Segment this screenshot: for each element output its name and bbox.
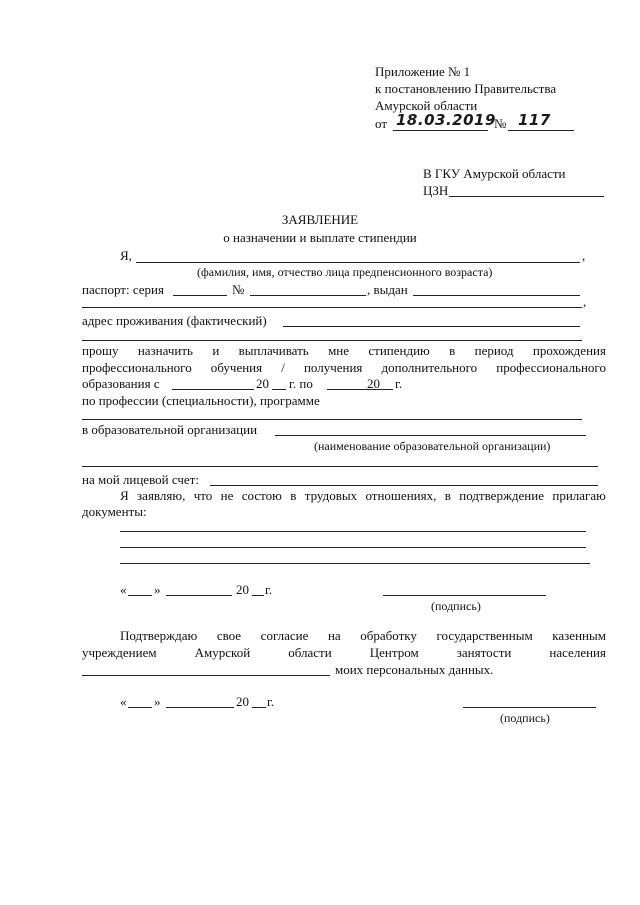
year-suffix: г. — [265, 582, 273, 597]
date-prefix: от — [375, 116, 388, 131]
word: занятости — [456, 645, 512, 660]
word: Амурской — [194, 645, 251, 660]
org-label: в образовательной организации — [82, 422, 258, 437]
address-label: адрес проживания (фактический) — [82, 313, 267, 328]
word: что — [193, 488, 213, 503]
word: населения — [549, 645, 606, 660]
word: заявляю, — [137, 488, 186, 503]
word: Я — [120, 488, 129, 503]
issued-by-field[interactable] — [413, 295, 580, 296]
word: и — [212, 343, 220, 358]
start-year-field[interactable] — [272, 389, 286, 390]
word: назначить — [137, 343, 193, 358]
address-field[interactable] — [283, 326, 580, 327]
word: обучения — [210, 360, 263, 375]
word: дополнительного — [381, 360, 478, 375]
word: прилагаю — [552, 488, 606, 503]
to-label: г. по — [289, 376, 313, 391]
year-prefix-2: 20 — [236, 694, 249, 709]
word: согласие — [260, 628, 309, 643]
end-year-prefix: 20 — [367, 376, 380, 391]
word: трудовых — [304, 488, 358, 503]
date-line — [393, 130, 488, 131]
document-subtitle: о назначении и выплате стипендии — [223, 230, 417, 245]
word: обработку — [360, 628, 417, 643]
date-close-quote-2: » — [154, 694, 161, 709]
word: в — [444, 488, 451, 503]
word: казенным — [552, 628, 606, 643]
signature-hint-2: (подпись) — [500, 711, 550, 725]
word: подтверждение — [459, 488, 544, 503]
signature-hint: (подпись) — [431, 599, 481, 613]
org-field[interactable] — [275, 435, 586, 436]
org-continuation[interactable] — [82, 466, 598, 467]
word: в — [449, 343, 456, 358]
declare-line-1 — [120, 488, 606, 503]
day-field-2[interactable] — [128, 707, 152, 708]
number-prefix: № — [494, 116, 507, 131]
word: на — [327, 628, 341, 643]
year-field-2[interactable] — [252, 707, 266, 708]
consent-name-field[interactable] — [82, 675, 330, 676]
end-year-suffix: г. — [395, 376, 403, 391]
addressee-org: В ГКУ Амурской области — [423, 166, 566, 181]
signature-field[interactable] — [383, 595, 546, 596]
passport-series-label: паспорт: серия — [82, 282, 164, 297]
org-hint: (наименование образовательной организации) — [314, 439, 551, 453]
issued-by-label: , выдан — [367, 282, 408, 297]
resolution-reference: к постановлению Правительства — [375, 81, 557, 96]
word: государственным — [436, 628, 533, 643]
word: учреждением — [82, 645, 157, 660]
day-field[interactable] — [128, 595, 152, 596]
appendix-number: Приложение № 1 — [375, 64, 471, 79]
word: выплачивать — [238, 343, 309, 358]
start-date-field[interactable] — [172, 389, 254, 390]
region-name: Амурской области — [375, 98, 478, 113]
document-title: ЗАЯВЛЕНИЕ — [281, 212, 359, 227]
month-field-2[interactable] — [166, 707, 234, 708]
start-year-prefix: 20 — [256, 376, 269, 391]
documents-field-1[interactable] — [120, 531, 586, 532]
word: свое — [216, 628, 242, 643]
issued-comma: , — [583, 294, 587, 309]
word: области — [288, 645, 332, 660]
passport-series-field[interactable] — [173, 295, 227, 296]
word: прошу — [82, 343, 119, 358]
account-field[interactable] — [210, 485, 598, 486]
handwritten-number: 117 — [518, 111, 551, 129]
word: период — [474, 343, 514, 358]
documents-field-2[interactable] — [120, 547, 586, 548]
passport-number-label: № — [232, 282, 245, 297]
word: в — [290, 488, 297, 503]
czn-line — [449, 196, 604, 197]
full-name-field[interactable] — [136, 262, 580, 263]
addressee-czn: ЦЗН — [423, 183, 449, 198]
profession-field[interactable] — [82, 419, 582, 420]
request-line-1 — [82, 343, 606, 358]
word: мне — [328, 343, 350, 358]
account-label: на мой лицевой счет: — [82, 472, 199, 487]
handwritten-date: 18.03.2019 — [396, 111, 496, 129]
consent-line-1 — [120, 628, 606, 643]
word: профессионального — [82, 360, 192, 375]
name-comma: , — [582, 248, 586, 263]
date-close-quote: » — [154, 582, 161, 597]
word: / — [281, 360, 285, 375]
word: прохождения — [532, 343, 606, 358]
year-prefix: 20 — [236, 582, 249, 597]
year-suffix-2: г. — [267, 694, 275, 709]
passport-number-field[interactable] — [250, 295, 366, 296]
end-date-field[interactable] — [327, 389, 393, 390]
signature-field-2[interactable] — [463, 707, 596, 708]
date-open-quote-2: « — [120, 694, 127, 709]
consent-line-2 — [82, 645, 606, 660]
word: состою — [241, 488, 282, 503]
i-label: Я, — [120, 248, 132, 263]
request-line-2 — [82, 360, 606, 375]
name-hint: (фамилия, имя, отчество лица предпенсионного возраста) — [197, 265, 493, 279]
address-continuation[interactable] — [82, 340, 582, 341]
word: стипендию — [368, 343, 430, 358]
word: Подтверждаю — [120, 628, 198, 643]
year-field[interactable] — [252, 595, 264, 596]
word: не — [220, 488, 234, 503]
word: Центром — [369, 645, 419, 660]
documents-field-3[interactable] — [120, 563, 590, 564]
word: отношениях, — [365, 488, 437, 503]
date-open-quote: « — [120, 582, 127, 597]
word: профессионального — [496, 360, 606, 375]
documents-label: документы: — [82, 504, 147, 519]
month-field[interactable] — [166, 595, 232, 596]
issued-by-continuation[interactable] — [82, 307, 582, 308]
number-line — [508, 130, 574, 131]
profession-label: по профессии (специальности), программе — [82, 393, 320, 408]
word: получения — [303, 360, 363, 375]
education-from-label: образования с — [82, 376, 160, 391]
consent-tail: моих персональных данных. — [335, 662, 494, 677]
